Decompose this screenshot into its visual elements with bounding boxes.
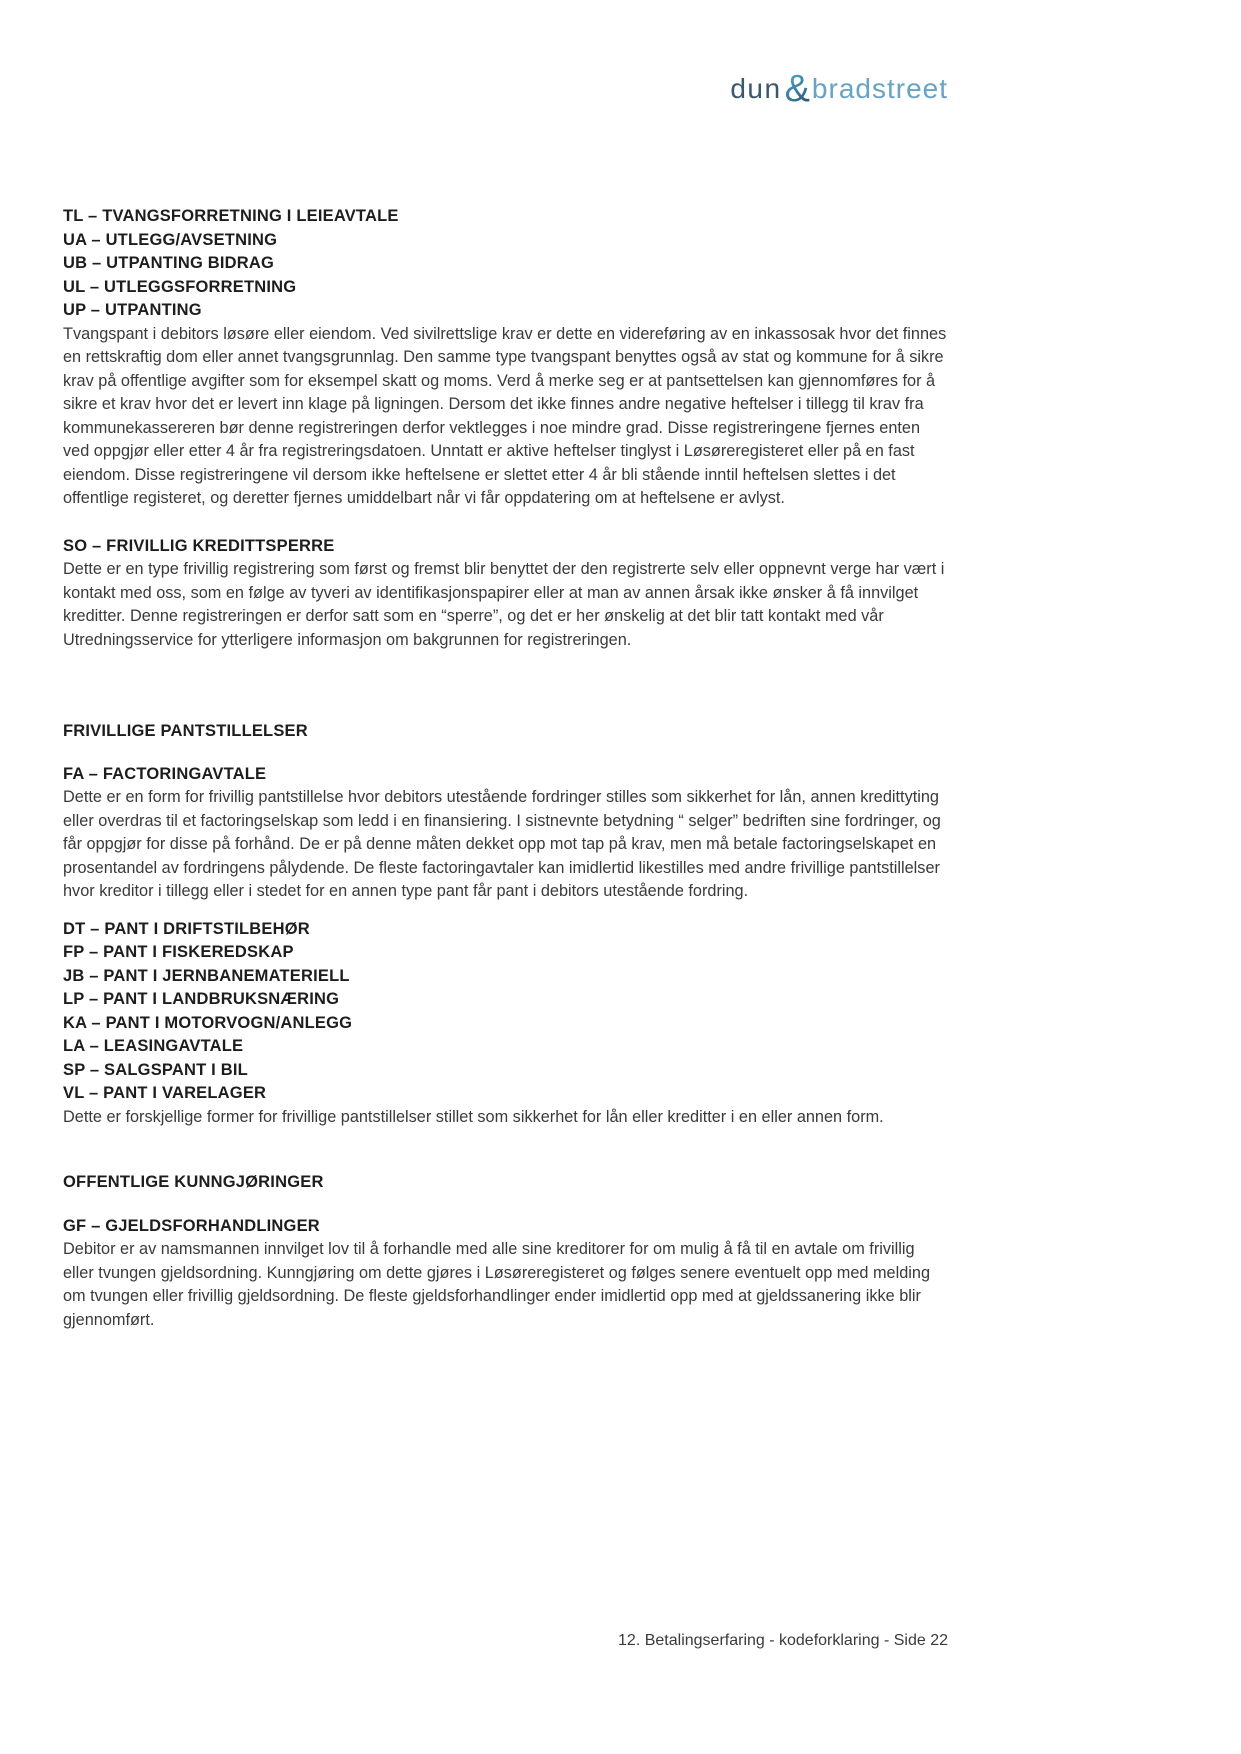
ampersand-logo-glyph: & xyxy=(784,68,810,110)
section-title-text: FRIVILLIGE PANTSTILLELSER xyxy=(63,722,308,740)
paragraph-pantstillelser: Dette er forskjellige former for frivillige pantstillelser stillet som sikkerhet for lån eller kreditter i en eller annen form. xyxy=(63,1107,884,1126)
section-kredittsperre xyxy=(63,535,948,653)
code-heading-la: LA – LEASINGAVTALE xyxy=(63,1037,244,1055)
code-heading-fa: FA – FACTORINGAVTALE xyxy=(63,764,267,783)
logo-text-dun: dun xyxy=(730,73,782,104)
code-heading-ua: UA – UTLEGG/AVSETNING xyxy=(63,230,278,249)
code-heading-ub: UB – UTPANTING BIDRAG xyxy=(63,254,275,272)
code-heading-sp: SP – SALGSPANT I BIL xyxy=(63,1060,248,1079)
code-heading-tl: TL – TVANGSFORRETNING I LEIEAVTALE xyxy=(63,207,399,225)
code-heading-dt: DT – PANT I DRIFTSTILBEHØR xyxy=(63,919,310,938)
section-pant-codes xyxy=(63,918,948,1130)
section-title-text: OFFENTLIGE KUNNGJØRINGER xyxy=(63,1173,324,1191)
code-heading-fp: FP – PANT I FISKEREDSKAP xyxy=(63,943,294,961)
logo-text-bradstreet: bradstreet xyxy=(811,73,948,104)
code-heading-vl: VL – PANT I VARELAGER xyxy=(63,1084,267,1102)
code-heading-ul: UL – UTLEGGSFORRETNING xyxy=(63,277,297,296)
code-heading-lp: LP – PANT I LANDBRUKSNÆRING xyxy=(63,990,340,1008)
section-gjeldsforhandlinger xyxy=(63,1215,948,1333)
page-content xyxy=(63,0,948,1332)
page-footer: 12. Betalingserfaring - kodeforklaring - Side 22 xyxy=(618,1632,948,1649)
section-title-frivillige-pantstillelser xyxy=(63,720,948,744)
paragraph-gjeldsforhandlinger: Debitor er av namsmannen innvilget lov til å forhandle med alle sine kreditorer for om mulig å få til en avtale om frivillig eller tvungen gjeldsordning. Kunngjøring om dette gjøres i Løsøreregisteret og følges senere eventuelt opp med melding om tvungen eller frivillig gjeldsordning. De fleste gjeldsforhandlinger ender imidlertid opp med at gjeldssanering ikke blir gjennomført. xyxy=(63,1240,930,1329)
code-heading-jb: JB – PANT I JERNBANEMATERIELL xyxy=(63,966,350,985)
paragraph-factoring: Dette er en form for frivillig pantstillelse hvor debitors utestående fordringer stilles som sikkerhet for lån, annen kredittyting eller overdras til et factoringselskap som ledd i en finansiering. I sistnevnte betydning “ selger” bedriften sine fordringer, og får oppgjør for disse på forhånd. De er på denne måten dekket opp mot tap på krav, men må betale factoringselskapet en prosentandel av fordringens pålydende. De fleste factoringavtaler kan imidlertid likestilles med andre frivillige pantstillelser hvor kreditor i tillegg eller i stedet for en annen type pant får pant i debitors utestående fordring. xyxy=(63,788,941,900)
code-heading-up: UP – UTPANTING xyxy=(63,301,202,319)
code-heading-gf: GF – GJELDSFORHANDLINGER xyxy=(63,1216,320,1235)
code-heading-so: SO – FRIVILLIG KREDITTSPERRE xyxy=(63,536,335,555)
code-heading-ka: KA – PANT I MOTORVOGN/ANLEGG xyxy=(63,1013,353,1032)
dun-bradstreet-logo xyxy=(730,70,948,108)
section-factoringavtale xyxy=(63,763,948,904)
section-tvangsforretning-codes xyxy=(63,205,948,511)
section-title-offentlige-kunngjoringer xyxy=(63,1171,948,1195)
paragraph-kredittsperre: Dette er en type frivillig registrering som først og fremst blir benyttet der den registrerte selv eller oppnevnt verge har vært i kontakt med oss, som en følge av tyveri av identifikasjonspapirer eller at man av annen årsak ikke ønsker å få innvilget kreditter. Denne registreringen er derfor satt som en “sperre”, og det er her ønskelig at det blir tatt kontakt med vår Utredningsservice for ytterligere informasjon om bakgrunnen for registreringen. xyxy=(63,560,945,649)
paragraph-tvangspant: Tvangspant i debitors løsøre eller eiendom. Ved sivilrettslige krav er dette en videreføring av en inkassosak hvor det finnes en rettskraftig dom eller annet tvangsgrunnlag. Den samme type tvangspant benyttes også av stat og kommune for å sikre krav på offentlige avgifter som for eksempel skatt og moms. Verd å merke seg er at pantsettelsen kan gjennomføres for å sikre et krav hvor det er levert inn klage på ligningen. Dersom det ikke finnes andre negative heftelser i tillegg til krav fra kommunekassereren bør denne registreringen derfor vektlegges i noe mindre grad. Disse registreringene fjernes enten ved oppgjør eller etter 4 år fra registreringsdatoen. Unntatt er aktive heftelser tinglyst i Løsøreregisteret eller på en fast eiendom. Disse registreringene vil dersom ikke heftelsene er slettet etter 4 år bli stående inntil heftelsen slettes i det offentlige registeret, og deretter fjernes umiddelbart når vi får oppdatering om at heftelsene er avlyst. xyxy=(63,324,947,507)
